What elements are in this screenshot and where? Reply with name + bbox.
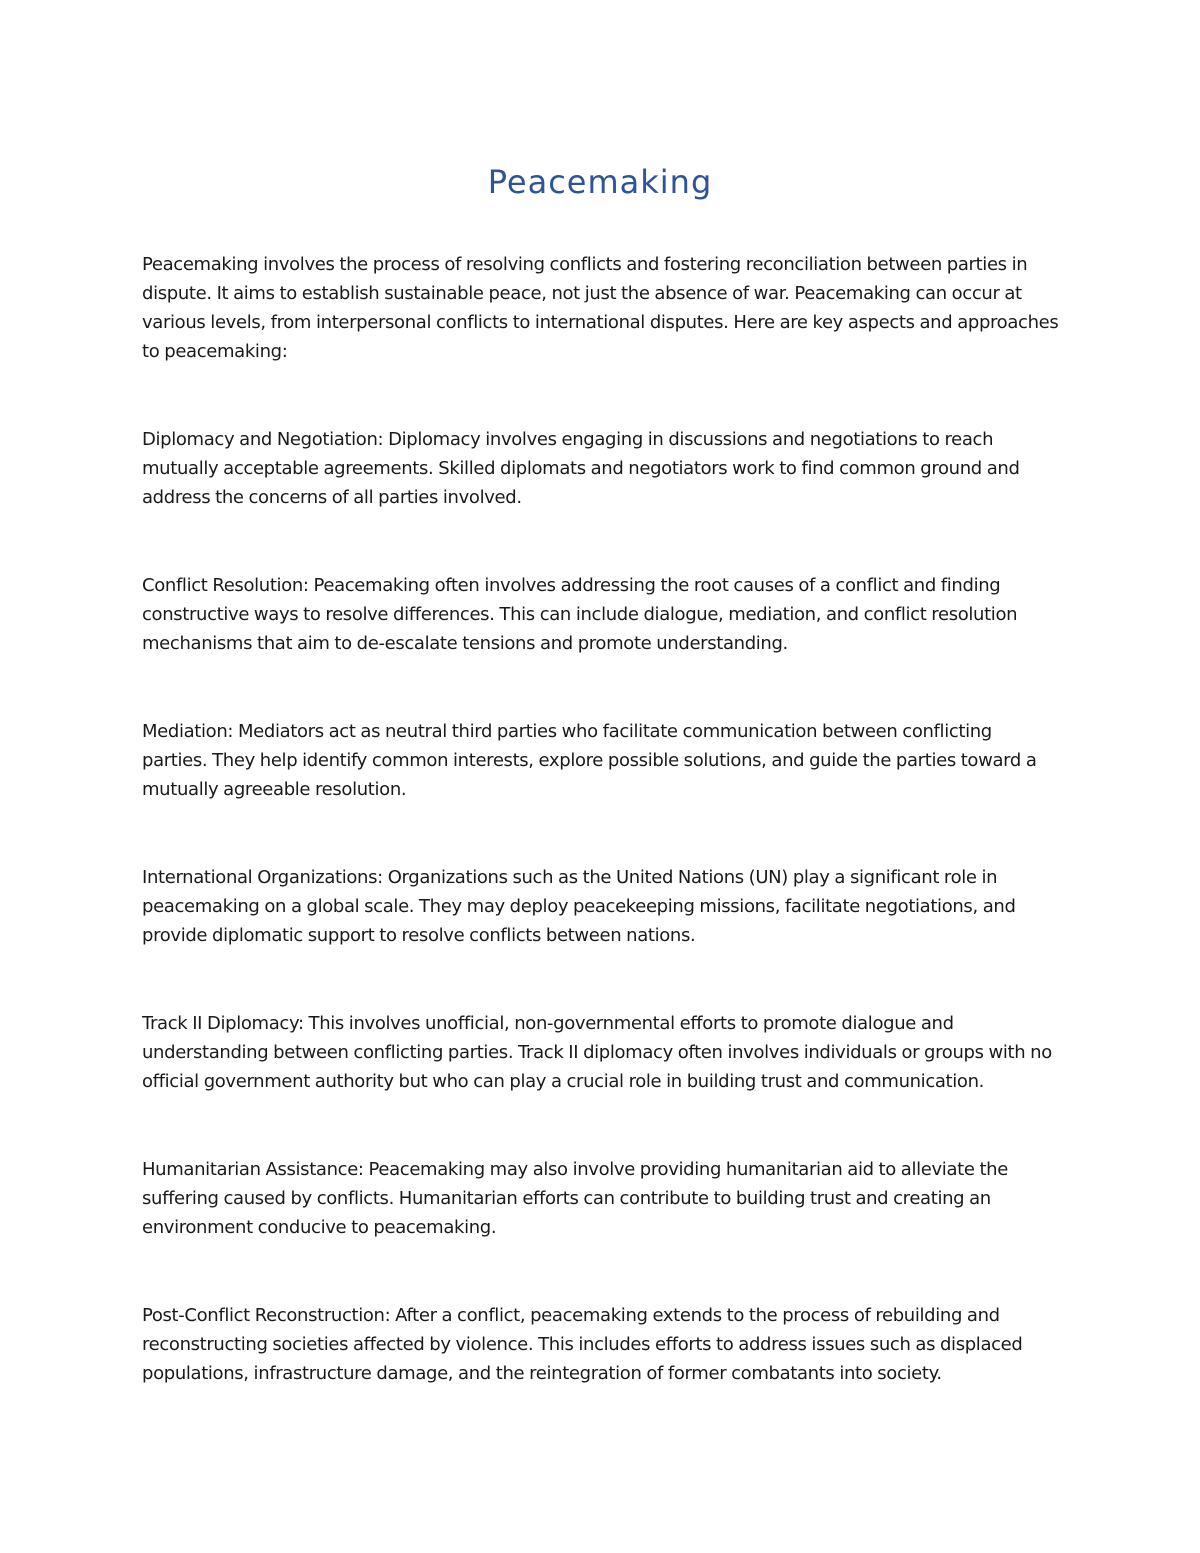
- page-title: Peacemaking: [487, 163, 713, 201]
- paragraph-conflict-resolution: Conflict Resolution: Peacemaking often involves addressing the root causes of a conflict and finding constructive ways to resolve differences. This can include dialogue, mediation, and conflict resolution mechanisms that aim to de-escalate tensions and promote understanding.: [142, 575, 1018, 654]
- document-body: [142, 250, 1062, 1447]
- paragraph-international-organizations: International Organizations: Organizations such as the United Nations (UN) play a significant role in peacemaking on a global scale. They may deploy peacekeeping missions, facilitate negotiations, and provide diplomatic support to resolve conflicts between nations.: [142, 867, 1016, 946]
- intro-paragraph: Peacemaking involves the process of resolving conflicts and fostering reconciliation between parties in dispute. It aims to establish sustainable peace, not just the absence of war. Peacemaking can occur at various levels, from interpersonal conflicts to international disputes. Here are key aspects and approaches to peacemaking:: [142, 254, 1059, 362]
- paragraph-diplomacy-negotiation: Diplomacy and Negotiation: Diplomacy involves engaging in discussions and negotiations to reach mutually acceptable agreements. Skilled diplomats and negotiators work to find common ground and address the concerns of all parties involved.: [142, 429, 1020, 508]
- paragraph-mediation: Mediation: Mediators act as neutral third parties who facilitate communication between conflicting parties. They help identify common interests, explore possible solutions, and guide the parties toward a mutually agreeable resolution.: [142, 721, 1037, 800]
- paragraph-humanitarian-assistance: Humanitarian Assistance: Peacemaking may also involve providing humanitarian aid to alleviate the suffering caused by conflicts. Humanitarian efforts can contribute to building trust and creating an environment conducive to peacemaking.: [142, 1159, 1008, 1238]
- paragraph-post-conflict-reconstruction: Post-Conflict Reconstruction: After a conflict, peacemaking extends to the process of rebuilding and reconstructing societies affected by violence. This includes efforts to address issues such as displaced populations, infrastructure damage, and the reintegration of former combatants into society.: [142, 1305, 1023, 1384]
- paragraph-track-ii-diplomacy: Track II Diplomacy: This involves unofficial, non-governmental efforts to promote dialogue and understanding between conflicting parties. Track II diplomacy often involves individuals or groups with no official government authority but who can play a crucial role in building trust and communication.: [142, 1013, 1052, 1092]
